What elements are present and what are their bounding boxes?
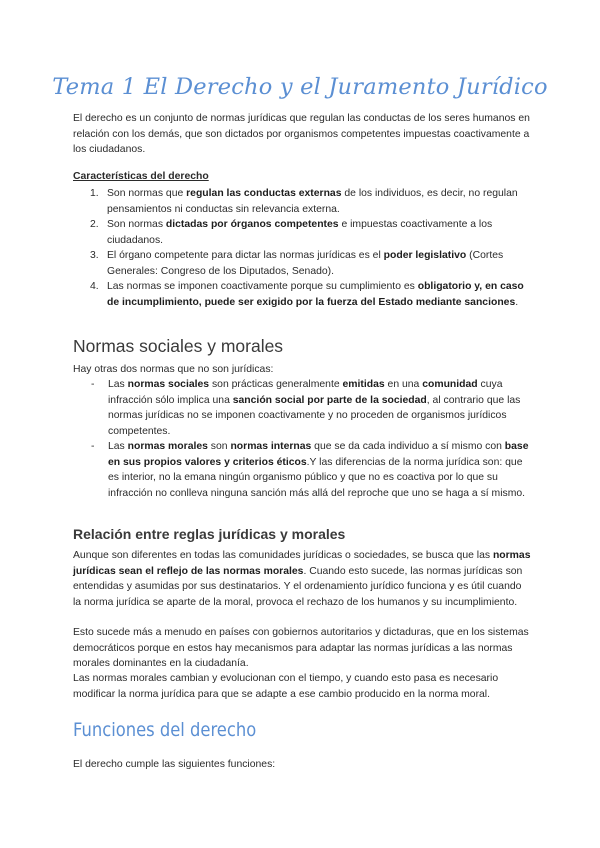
list-item xyxy=(73,377,533,439)
item-text: El órgano competente para dictar las normas jurídicas es el xyxy=(107,250,384,261)
list-item xyxy=(73,439,533,501)
item-bold-text: normas morales xyxy=(127,441,208,452)
item-text: , al contrario que las normas jurídicas no se imponen coactivamente y no proceden de organismos jurídicos competentes. xyxy=(108,394,521,437)
list-number: 4. xyxy=(90,281,99,292)
item-text: (Cortes Generales: Congreso de los Diputados, Senado). xyxy=(107,250,504,277)
norms-list xyxy=(73,377,533,501)
dash-bullet: - xyxy=(91,441,95,452)
item-bold-text: dictadas por órganos competentes xyxy=(165,219,339,230)
relation-heading: Relación entre reglas jurídicas y morales xyxy=(73,526,346,542)
list-number: 3. xyxy=(90,250,99,261)
functions-intro: El derecho cumple las siguientes funciones: xyxy=(73,759,276,770)
item-bold-text: obligatorio y, en caso de incumplimiento, puede ser exigido por la fuerza del Estado mediante sanciones xyxy=(107,281,524,308)
list-item xyxy=(73,186,533,217)
functions-heading: Funciones del derecho xyxy=(73,719,257,741)
item-text: en una xyxy=(384,379,423,390)
paragraph-bold-text: normas jurídicas sean el reflejo de las normas morales xyxy=(73,550,531,577)
list-item xyxy=(73,217,533,248)
list-number: 1. xyxy=(90,188,99,199)
item-text: de los individuos, es decir, no regulan pensamientos ni conductas sin relevancia externa. xyxy=(107,188,518,215)
item-text: Las normas se imponen coactivamente porque su cumplimiento es xyxy=(107,281,418,292)
item-text: .Y las diferencias de la norma jurídica son: que es interior, no la emana ningún organismo público y que no es coactiva por lo que su infracción no conlleva ninguna sanción más allá del reproche que uno se haga a sí mismo. xyxy=(108,456,526,499)
list-item xyxy=(73,279,533,310)
social-moral-intro: Hay otras dos normas que no son jurídicas: xyxy=(73,364,274,375)
item-text: son xyxy=(207,441,231,452)
item-bold-text: normas internas xyxy=(230,441,312,452)
characteristics-heading: Características del derecho xyxy=(73,171,209,182)
item-text: Son normas que xyxy=(107,188,187,199)
list-item xyxy=(73,248,533,279)
relation-paragraph-1 xyxy=(73,548,531,610)
item-bold-text: normas sociales xyxy=(127,379,210,390)
paragraph-text: Aunque son diferentes en todas las comunidades jurídicas o sociedades, se busca que las xyxy=(73,550,493,561)
dash-bullet: - xyxy=(91,379,95,390)
relation-paragraph-2: Esto sucede más a menudo en países con gobiernos autoritarios y dictaduras, que en los sistemas democráticos porque en estos hay mecanismos para adaptar las normas jurídicas a las normas morales dominantes en la ciudadanía. xyxy=(73,627,529,669)
item-bold-text: emitidas xyxy=(342,379,385,390)
item-bold-text: regulan las conductas externas xyxy=(186,188,342,199)
item-text: Las xyxy=(108,379,128,390)
item-bold-text: sanción social por parte de la sociedad xyxy=(232,394,427,406)
item-bold-text: poder legislativo xyxy=(383,250,467,261)
item-text: . xyxy=(515,296,519,308)
item-text: e impuestas coactivamente a los ciudadanos. xyxy=(107,219,493,246)
item-bold-text: comunidad xyxy=(422,379,478,390)
relation-paragraph-3: Las normas morales cambian y evolucionan con el tiempo, y cuando esto pasa es necesario modificar la norma jurídica para que se adapte a ese cambio producido en la norma moral. xyxy=(73,673,499,700)
item-bold-text: base en sus propios valores y criterios éticos xyxy=(108,441,529,468)
item-text: cuya infracción sólo implica una xyxy=(108,379,503,406)
item-text: Son normas xyxy=(107,219,166,230)
item-text: Las xyxy=(108,441,128,452)
document-title: Tema 1 El Derecho y el Juramento Jurídico xyxy=(52,74,548,100)
characteristics-list xyxy=(73,186,533,310)
item-text: son prácticas generalmente xyxy=(209,379,343,390)
paragraph-text: . Cuando esto sucede, las normas jurídicas son entendidas y asumidas por sus destinatarios. Y el ordenamiento jurídico funciona y es útil cuando la norma jurídica se aparte de la moral, provoca el rechazo de los humanos y su incumplimiento. xyxy=(73,565,523,608)
intro-paragraph: El derecho es un conjunto de normas jurídicas que regulan las conductas de los seres humanos en relación con los demás, que son dictados por organismos competentes impuestas coactivamente a los ciudadanos. xyxy=(73,113,530,155)
social-moral-heading: Normas sociales y morales xyxy=(73,336,284,356)
item-text: que se da cada individuo a sí mismo con xyxy=(311,441,505,452)
list-number: 2. xyxy=(90,219,99,230)
